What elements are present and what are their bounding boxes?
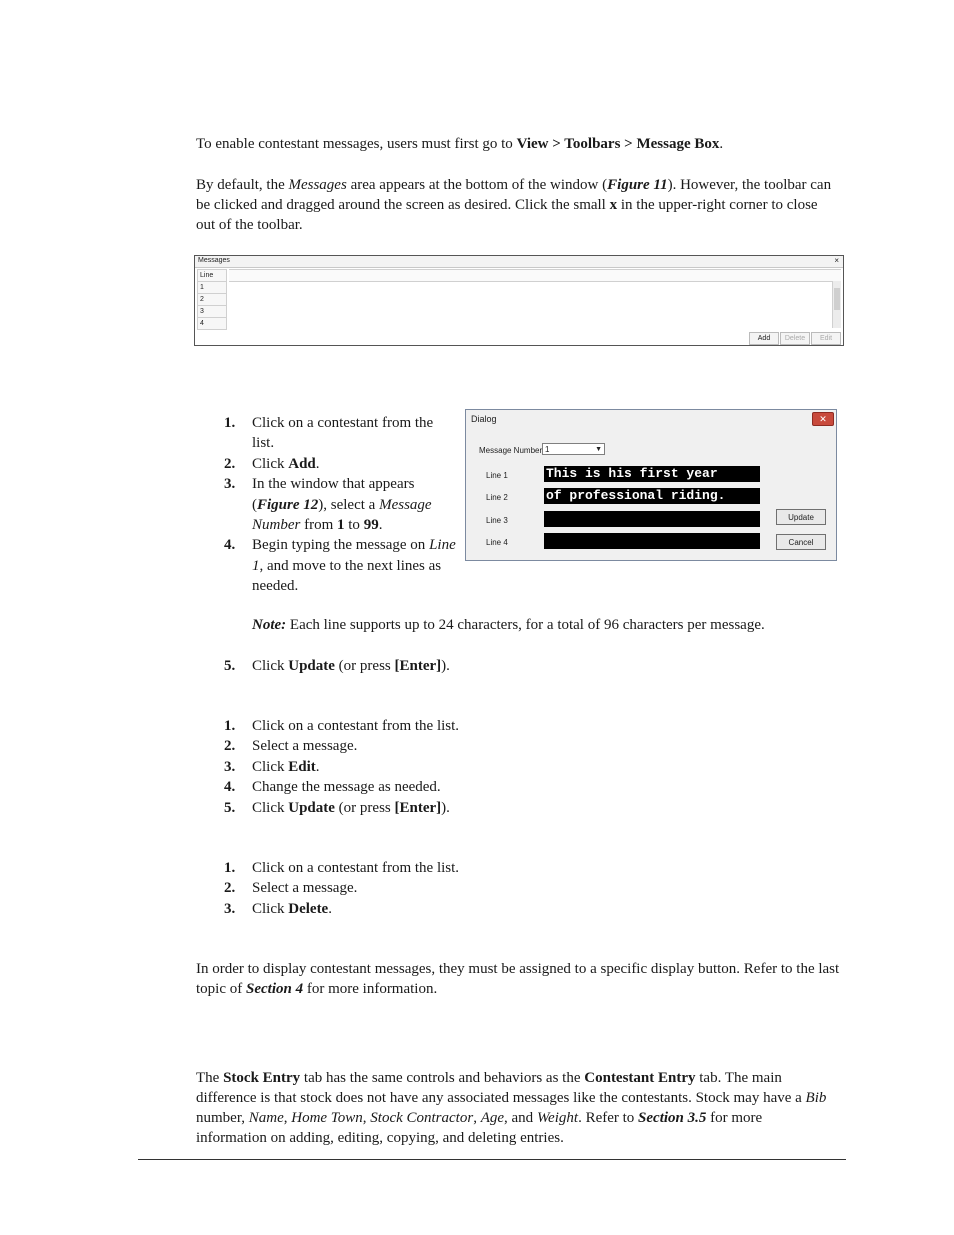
update-button[interactable]: Update bbox=[776, 509, 826, 525]
line-row[interactable]: 4 bbox=[197, 318, 227, 330]
list-item: 1. Click on a contestant from the list. bbox=[224, 415, 434, 452]
message-dialog bbox=[465, 409, 837, 561]
menu-path: View > Toolbars > Message Box bbox=[516, 136, 720, 152]
scrollbar-thumb[interactable] bbox=[834, 288, 840, 310]
chevron-down-icon[interactable]: ▼ bbox=[595, 446, 602, 453]
line-column bbox=[197, 269, 227, 330]
delete-message-steps bbox=[224, 858, 824, 919]
line-1-input[interactable]: This is his first year bbox=[544, 466, 760, 482]
list-item: 1. Click on a contestant from the list. bbox=[224, 718, 460, 734]
line-row[interactable]: 1 bbox=[197, 282, 227, 294]
dialog-title: Dialog bbox=[471, 414, 497, 424]
list-item: 4. Change the message as needed. bbox=[224, 779, 441, 796]
line-row[interactable]: 2 bbox=[197, 294, 227, 306]
list-item: 3. Click Edit. bbox=[224, 758, 320, 775]
messages-button-row bbox=[748, 332, 841, 343]
cancel-button[interactable]: Cancel bbox=[776, 534, 826, 550]
close-icon[interactable]: × bbox=[834, 256, 839, 265]
list-item: 2. Click Add. bbox=[224, 455, 320, 472]
messages-toolbar bbox=[194, 255, 844, 346]
messages-toolbar-title: Messages bbox=[198, 257, 230, 264]
delete-button[interactable]: Delete bbox=[780, 332, 810, 345]
enable-messages-paragraph: To enable contestant messages, users must first go to View > Toolbars > Message Box. bbox=[196, 136, 724, 152]
edit-message-steps bbox=[224, 716, 824, 818]
line-column-header: Line bbox=[197, 269, 227, 282]
display-messages-paragraph: In order to display contestant messages, they must be assigned to a specific display button. Refer to the last topic of Section 4 for more information. bbox=[196, 961, 840, 997]
line-2-label: Line 2 bbox=[486, 493, 508, 502]
line-3-input[interactable] bbox=[544, 511, 760, 527]
list-item: 2. Select a message. bbox=[224, 738, 358, 755]
message-number-select[interactable]: 1 ▼ bbox=[542, 443, 605, 455]
list-item: 5. Click Update (or press [Enter]). bbox=[224, 658, 450, 674]
add-message-steps bbox=[224, 413, 456, 597]
close-icon[interactable]: ✕ bbox=[812, 412, 834, 426]
list-item: 1. Click on a contestant from the list. bbox=[224, 860, 460, 876]
list-item: 3. Click Delete. bbox=[224, 900, 332, 917]
line-4-label: Line 4 bbox=[486, 538, 508, 547]
footer-rule bbox=[138, 1159, 846, 1160]
edit-button[interactable]: Edit bbox=[811, 332, 841, 345]
list-item: 4. Begin typing the message on Line 1, and move to the next lines as needed. bbox=[224, 537, 456, 595]
messages-scrollbar[interactable] bbox=[832, 281, 841, 328]
line-1-label: Line 1 bbox=[486, 471, 508, 480]
line-row[interactable]: 3 bbox=[197, 306, 227, 318]
default-location-paragraph: By default, the Messages area appears at the bottom of the window (Figure 11). However, the toolbar can be clicked and dragged around the screen as desired. Click the small x in the upper-right corner to close out of the toolbar. bbox=[196, 177, 832, 233]
messages-grid-header bbox=[229, 269, 841, 282]
list-item: 3. In the window that appears (Figure 12), select a Message Number from 1 to 99. bbox=[224, 476, 432, 534]
message-number-label: Message Number bbox=[479, 446, 543, 455]
list-item: 2. Select a message. bbox=[224, 880, 358, 897]
character-limit-note: Note: Each line supports up to 24 characters, for a total of 96 characters per message. bbox=[252, 617, 765, 633]
messages-toolbar-titlebar[interactable] bbox=[195, 256, 843, 268]
stock-entry-paragraph: The Stock Entry tab has the same controls and behaviors as the Contestant Entry tab. The main difference is that stock does not have any associated messages like the contestants. Stock may have a Bib number, Name, Home Town, Stock Contractor, Age, and Weight. Refer to Section 3.5 for more information on adding, editing, copying, and deleting entries. bbox=[196, 1070, 827, 1146]
list-item: 5. Click Update (or press [Enter]). bbox=[224, 799, 450, 816]
line-3-label: Line 3 bbox=[486, 516, 508, 525]
add-button[interactable]: Add bbox=[749, 332, 779, 345]
line-4-input[interactable] bbox=[544, 533, 760, 549]
add-message-final-step bbox=[224, 656, 824, 676]
line-2-input[interactable]: of professional riding. bbox=[544, 488, 760, 504]
